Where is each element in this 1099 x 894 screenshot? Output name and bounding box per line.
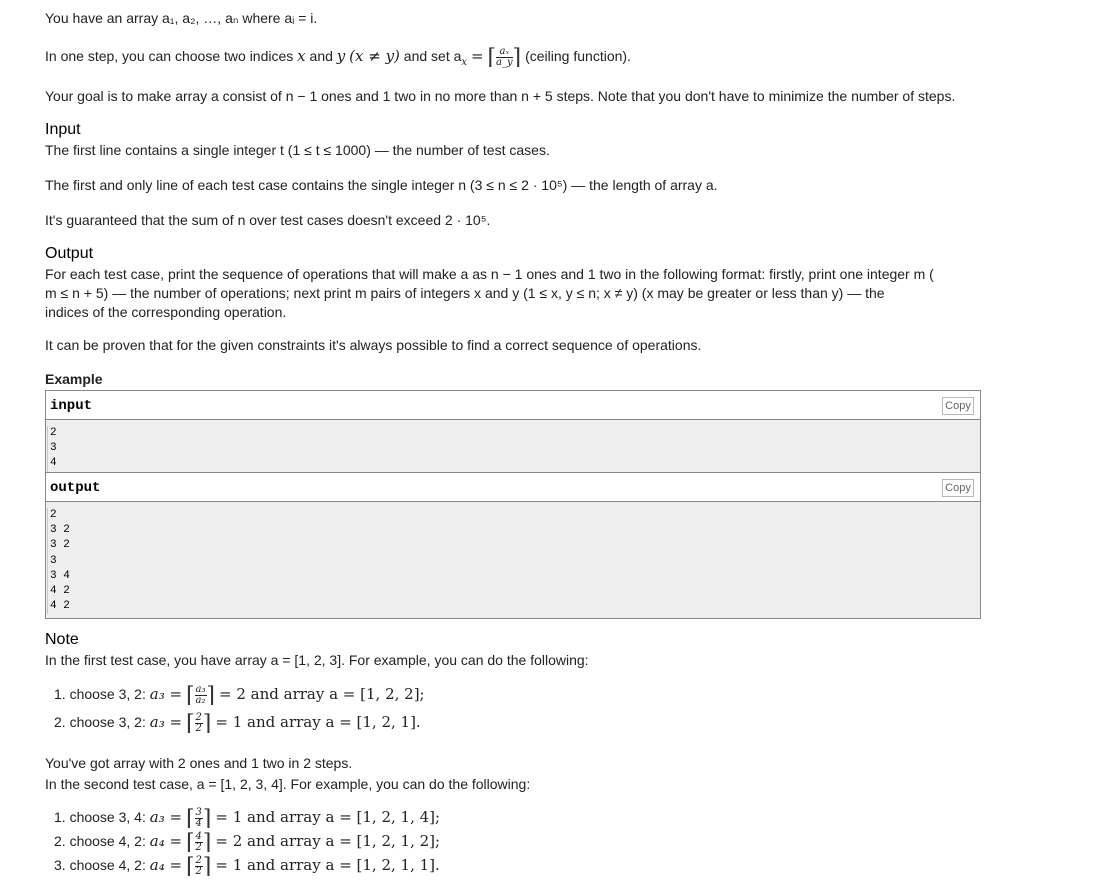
frac-den: 2 [195,723,202,734]
step-rhs: = 1 and array a = [1, 2, 1, 4]; [215,808,441,827]
ceil-close-icon: ⌉ [512,44,522,70]
step-lhs: a₃ = [149,713,183,732]
frac-num: 2 [195,712,202,723]
io-line: 3 2 [47,538,980,553]
note-step [54,805,441,832]
step-and: and [309,48,333,65]
step-fraction [195,832,203,853]
note-step [54,682,425,713]
step-index: 1. [54,686,66,703]
output-line-3: indices of the corresponding operation. [45,304,287,320]
var-y: y [336,47,346,66]
ceil-close-icon: ⌉ [202,853,212,879]
note-step [54,853,440,880]
example-output-block [45,472,981,619]
step-fraction [195,685,207,706]
step-fraction [195,856,203,877]
step-set: and set a [403,48,462,65]
io-line: 2 [47,508,980,523]
step-rhs: = 2 and array a = [1, 2, 2]; [219,685,425,704]
step-index: 1. [54,809,66,826]
step-lhs: a₄ = [149,832,183,851]
note-summary1: You've got array with 2 ones and 1 two in 2 steps. [45,755,353,771]
input-line-2: The first and only line of each test case contains the single integer n (3 ≤ n ≤ 2 · 10⁵) — the length of array a. [45,177,718,193]
note-title: Note [45,631,79,648]
frac-den: 2 [195,842,202,853]
step-eq: = [470,47,484,66]
step-rhs: = 2 and array a = [1, 2, 1, 2]; [215,832,441,851]
example-title: Example [45,371,103,387]
frac-num: aₓ [496,47,513,58]
step-lhs: a₃ = [149,685,183,704]
io-line: 3 [47,554,980,569]
output-line-1: For each test case, print the sequence of operations that will make a as n − 1 ones and 1 two in the following format: firstly, print one integer m ( [45,266,934,282]
step-post: (ceiling function). [525,48,631,65]
io-line: 3 4 [47,569,980,584]
step-choose: choose 3, 2: [69,714,146,731]
frac-num: a₃ [195,684,206,695]
example-output-header [46,473,980,502]
var-x: x [297,47,306,66]
step-rhs: = 1 and array a = [1, 2, 1, 1]. [215,856,440,875]
frac-num: 3 [195,807,202,818]
ceil-open-icon: ⌈ [185,829,195,855]
step-fraction [496,47,513,68]
frac-num: 2 [195,855,202,866]
step-choose: choose 4, 2: [69,833,146,850]
step-sub: x [461,57,468,68]
io-line: 4 [47,456,980,471]
ceil-close-icon: ⌉ [202,805,212,831]
step-rhs: = 1 and array a = [1, 2, 1]. [215,713,421,732]
intro-text: You have an array a₁, a₂, …, aₙ where aᵢ = i. [45,10,318,26]
io-line: 2 [47,426,980,441]
example-input-body [46,420,980,476]
ceil-close-icon: ⌉ [206,682,216,708]
ceil-close-icon: ⌉ [202,829,212,855]
copy-output-button[interactable]: Copy [942,479,974,497]
frac-den: a_y [496,57,513,68]
note-step [54,829,441,856]
step-index: 2. [54,714,66,731]
step-choose: choose 3, 2: [69,686,146,703]
step-description [45,44,631,72]
goal-text: Your goal is to make array a consist of n − 1 ones and 1 two in no more than n + 5 steps. Note that you don't have to minimize the number of steps. [45,88,956,104]
io-line: 3 2 [47,523,980,538]
ceil-open-icon: ⌈ [185,805,195,831]
step-fraction [195,808,203,829]
step-choose: choose 3, 4: [69,809,146,826]
step-pre: In one step, you can choose two indices [45,48,294,65]
ceil-open-icon: ⌈ [185,710,195,736]
frac-den: 2 [195,866,202,877]
input-label: input [50,398,93,414]
second-steps-list [54,805,441,880]
io-line: 4 2 [47,599,980,614]
note-step [54,710,425,741]
example-output-body [46,502,980,618]
output-line-2: m ≤ n + 5) — the number of operations; next print m pairs of integers x and y (1 ≤ x, y ≤ n; x ≠ y) (x may be greater or less than y) — the [45,285,885,301]
io-line: 4 2 [47,584,980,599]
io-line: 3 [47,441,980,456]
step-lhs: a₃ = [149,808,183,827]
step-index: 2. [54,833,66,850]
cond: (x ≠ y) [349,47,400,66]
input-title: Input [45,121,81,138]
note-first: In the first test case, you have array a = [1, 2, 3]. For example, you can do the following: [45,652,589,668]
ceil-close-icon: ⌉ [202,710,212,736]
input-line-3: It's guaranteed that the sum of n over test cases doesn't exceed 2 · 10⁵. [45,212,491,228]
example-input-block [45,390,981,477]
ceil-open-icon: ⌈ [185,682,195,708]
frac-den: 4 [195,818,202,829]
output-title: Output [45,245,94,262]
ceil-open-icon: ⌈ [487,44,496,70]
frac-num: 4 [195,831,202,842]
input-line-1: The first line contains a single integer t (1 ≤ t ≤ 1000) — the number of test cases. [45,142,550,158]
ceil-open-icon: ⌈ [185,853,195,879]
first-steps-list [54,682,425,741]
output-label: output [50,480,101,496]
step-index: 3. [54,857,66,874]
example-input-header [46,391,980,420]
output-line-4: It can be proven that for the given constraints it's always possible to find a correct sequence of operations. [45,337,702,353]
step-choose: choose 4, 2: [69,857,146,874]
step-lhs: a₄ = [149,856,183,875]
frac-den: a₂ [195,695,206,706]
note-second: In the second test case, a = [1, 2, 3, 4]. For example, you can do the following: [45,776,531,792]
copy-input-button[interactable]: Copy [942,397,974,415]
step-fraction [195,713,203,734]
